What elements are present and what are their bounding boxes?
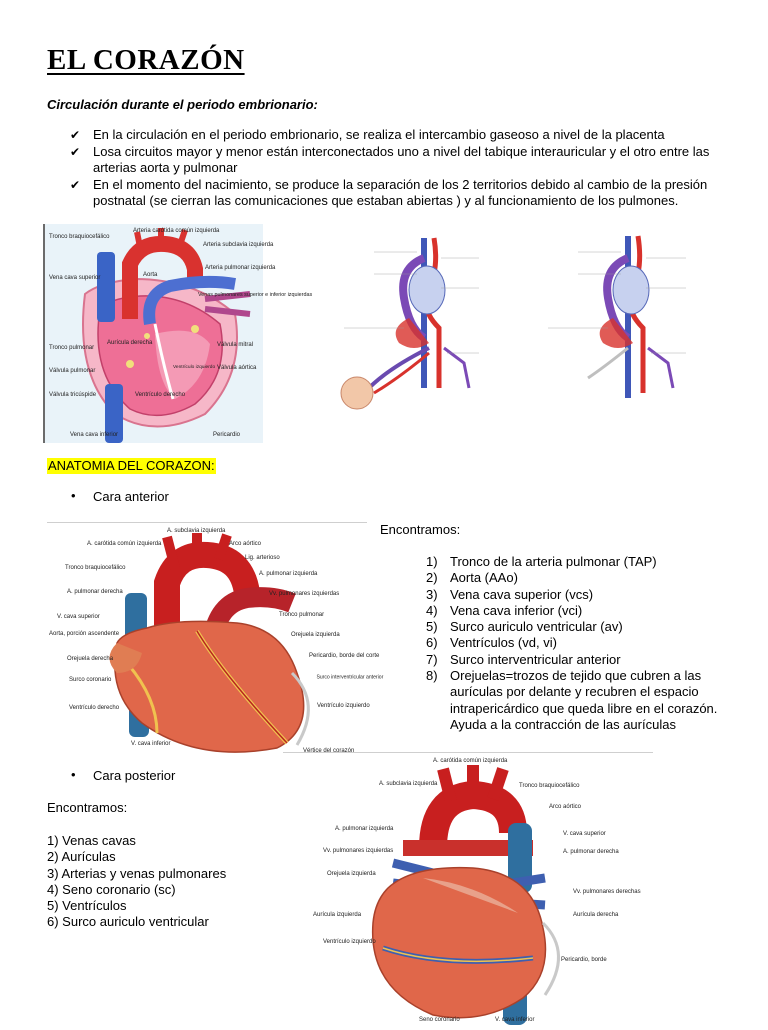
- list-item: [70, 177, 720, 210]
- fig5-label-orejuela: Orejuela izquierda: [327, 871, 376, 877]
- list-item: [426, 668, 736, 733]
- encontramos-label: Encontramos:: [380, 522, 461, 537]
- item-text: Surco interventricular anterior: [450, 651, 621, 667]
- heart-section-diagram: [43, 224, 313, 443]
- list-item: [71, 767, 176, 783]
- item-number: 3): [426, 586, 438, 602]
- item-number: 4): [426, 602, 438, 618]
- fig1-label-vent-der: Ventrículo derecho: [135, 392, 186, 398]
- fig5-label-seno: Seno coronario: [419, 1017, 460, 1023]
- list-item: [426, 603, 736, 619]
- fig4-label-carotida: A. carótida común izquierda: [87, 541, 162, 547]
- postnatal-circulation-illustration: [518, 228, 720, 416]
- posterior-structures-list: [47, 833, 226, 931]
- list-item: [70, 127, 720, 144]
- item-number: 1): [426, 554, 438, 569]
- bullet-text: En el momento del nacimiento, se produce la separación de los 2 territorios debido al cambio de la presión postnatal (se cierran las comunicaciones que estaban abiertas ) y al funcionamiento de los pulmones.: [93, 176, 708, 208]
- bullet-icon: •: [71, 488, 76, 503]
- list-item: [426, 554, 736, 570]
- fig4-label-arco: Arco aórtico: [229, 541, 262, 547]
- fig5-label-vci: V. cava inferior: [495, 1017, 535, 1023]
- fig4-label-vv-pulm: Vv. pulmonares izquierdas: [269, 591, 340, 597]
- fig1-label-venas-pulm: Venas pulmonares superior e inferior izquierdas: [197, 292, 313, 298]
- section-subtitle: Circulación durante el periodo embrionario:: [47, 97, 318, 112]
- fig4-label-surco-iv: Surco interventricular anterior: [316, 674, 384, 681]
- heart-posterior-diagram: [283, 752, 653, 1025]
- item-text: Ventrículos (vd, vi): [450, 635, 557, 651]
- postnatal-circulation-diagram: [518, 228, 720, 416]
- bullet-text: Losa circuitos mayor y menor están interconectados uno a nivel del tabique interauricular y el otro entre las arterias aorta y pulmonar: [93, 143, 710, 175]
- item-number: 8): [426, 668, 438, 684]
- checkmark-icon: ✔: [70, 144, 81, 159]
- item-text: Orejuelas=trozos de tejido que cubren a las aurículas por delante y recubren el espacio intrapericárdico que queda libre en el corazón. Ayuda a la contracción de las aurículas: [450, 668, 718, 732]
- fig1-label-pulmonar: Válvula pulmonar: [49, 368, 96, 374]
- list-item: [426, 635, 736, 651]
- fig5-label-pulm-der: A. pulmonar derecha: [563, 849, 619, 855]
- fig4-label-tronco-pulm: Tronco pulmonar: [279, 612, 325, 618]
- fig5-label-vcs: V. cava superior: [563, 831, 606, 837]
- list-item: [426, 619, 736, 635]
- fig5-label-auricula-der: Aurícula derecha: [573, 912, 619, 918]
- fig4-label-vcs: V. cava superior: [57, 614, 100, 620]
- fig4-label-orejuela-izq: Orejuela izquierda: [291, 632, 340, 638]
- fig4-label-vci: V. cava inferior: [131, 741, 171, 747]
- fig1-label-aortica: Válvula aórtica: [217, 365, 257, 371]
- section-heading: ANATOMIA DEL CORAZON:: [48, 458, 215, 473]
- cara-anterior-label: Cara anterior: [93, 489, 169, 504]
- fig4-label-pericardio: Pericardio, borde del corte: [309, 653, 380, 659]
- page-title: EL CORAZÓN: [47, 44, 245, 76]
- fig1-label-mitral: Válvula mitral: [217, 342, 254, 348]
- fig4-label-vent-izq: Ventrículo izquierdo: [317, 703, 370, 709]
- heart-posterior-illustration: [283, 753, 653, 1025]
- fig5-label-vv-pulm-izq: Vv. pulmonares izquierdas: [323, 848, 394, 854]
- fig5-label-vent-izq: Ventrículo izquierdo: [323, 939, 376, 945]
- item-text: Vena cava inferior (vci): [450, 602, 583, 618]
- bullet-icon: •: [71, 767, 76, 782]
- fetal-circulation-illustration: [329, 228, 519, 410]
- fig5-label-pulm-izq: A. pulmonar izquierda: [335, 826, 394, 832]
- fig1-label-aorta: Aorta: [143, 272, 158, 278]
- item-number: 6): [426, 635, 438, 651]
- embryonic-bullet-list: [70, 127, 720, 210]
- list-item: 2) Aurículas: [47, 849, 116, 865]
- fig4-label-vent-der: Ventrículo derecho: [69, 705, 120, 711]
- fig1-label-tronco-pulm: Tronco pulmonar: [49, 345, 95, 351]
- fig1-label-vci: Vena cava inferior: [70, 432, 119, 438]
- anterior-structures-list: [426, 554, 736, 733]
- fig4-label-subclavia: A. subclavia izquierda: [167, 528, 226, 534]
- encontramos-label: Encontramos:: [47, 800, 128, 815]
- item-number: 2): [426, 570, 438, 586]
- fig5-label-tronco-braq: Tronco braquiocefálico: [519, 783, 580, 789]
- list-item: 6) Surco auriculo ventricular: [47, 914, 209, 930]
- list-item: [71, 488, 169, 504]
- fig4-label-tronco-braq: Tronco braquiocefálico: [65, 565, 126, 571]
- fig4-label-aorta-asc: Aorta, porción ascendente: [49, 631, 120, 637]
- fig5-label-auricula-izq: Aurícula izquierda: [313, 912, 362, 918]
- fig1-label-art-pulm: Arteria pulmonar izquierda: [205, 265, 276, 271]
- list-item: [426, 652, 736, 668]
- fig5-label-arco: Arco aórtico: [549, 804, 582, 810]
- fig1-label-tricuspide: Válvula tricúspide: [49, 392, 97, 398]
- fig1-label-tronco: Tronco braquiocefálico: [49, 234, 110, 240]
- item-text: Surco auriculo ventricular (av): [450, 619, 623, 635]
- fig1-label-carotida: Arteria carótida común izquierda: [133, 228, 220, 234]
- item-number: 7): [426, 651, 438, 667]
- list-item: [426, 587, 736, 603]
- item-text: Tronco de la arteria pulmonar (TAP): [450, 554, 657, 569]
- bullet-text: En la circulación en el periodo embrionario, se realiza el intercambio gaseoso a nivel de la placenta: [93, 127, 665, 142]
- fig4-label-orejuela-der: Orejuela derecha: [67, 656, 114, 662]
- fig4-label-vertice: Vértice del corazón: [303, 748, 355, 754]
- fig1-label-vent-izq: Ventrículo izquierdo: [173, 365, 216, 370]
- fig4-label-pulm-izq: A. pulmonar izquierda: [259, 571, 318, 577]
- heart-anterior-diagram: [47, 522, 384, 759]
- list-item: 4) Seno coronario (sc): [47, 881, 176, 897]
- fig1-label-auricula-der: Aurícula derecha: [107, 340, 153, 346]
- heart-anterior-illustration: [47, 523, 384, 759]
- fig5-label-pericardio: Pericardio, borde: [561, 957, 607, 963]
- list-item: 5) Ventrículos: [47, 898, 127, 914]
- fig4-label-pulm-der: A. pulmonar derecha: [67, 589, 123, 595]
- fetal-circulation-diagram: [329, 228, 519, 410]
- cara-posterior-label: Cara posterior: [93, 768, 176, 783]
- heart-section-illustration: [45, 224, 313, 443]
- fig5-label-subclavia: A. subclavia izquierda: [379, 781, 438, 787]
- list-item: 3) Arterias y venas pulmonares: [47, 865, 227, 881]
- fig5-label-carotida: A. carótida común izquierda: [433, 758, 508, 764]
- item-text: Vena cava superior (vcs): [450, 586, 594, 602]
- list-item: [70, 144, 720, 177]
- item-text: Aorta (AAo): [450, 570, 518, 586]
- fig1-label-subclavia: Arteria subclavia izquierda: [203, 242, 274, 248]
- fig1-label-pericardio: Pericardio: [213, 432, 241, 438]
- fig1-label-vcs: Vena cava superior: [49, 275, 101, 281]
- checkmark-icon: ✔: [70, 128, 81, 142]
- list-item: [426, 570, 736, 586]
- list-item: 1) Venas cavas: [47, 833, 136, 848]
- fig4-label-surco-cor: Surco coronario: [69, 677, 112, 683]
- item-number: 5): [426, 619, 438, 635]
- checkmark-icon: ✔: [70, 177, 81, 192]
- fig4-label-lig: Lig. arterioso: [245, 555, 280, 561]
- fig5-label-vv-pulm-der: Vv. pulmonares derechas: [573, 889, 641, 895]
